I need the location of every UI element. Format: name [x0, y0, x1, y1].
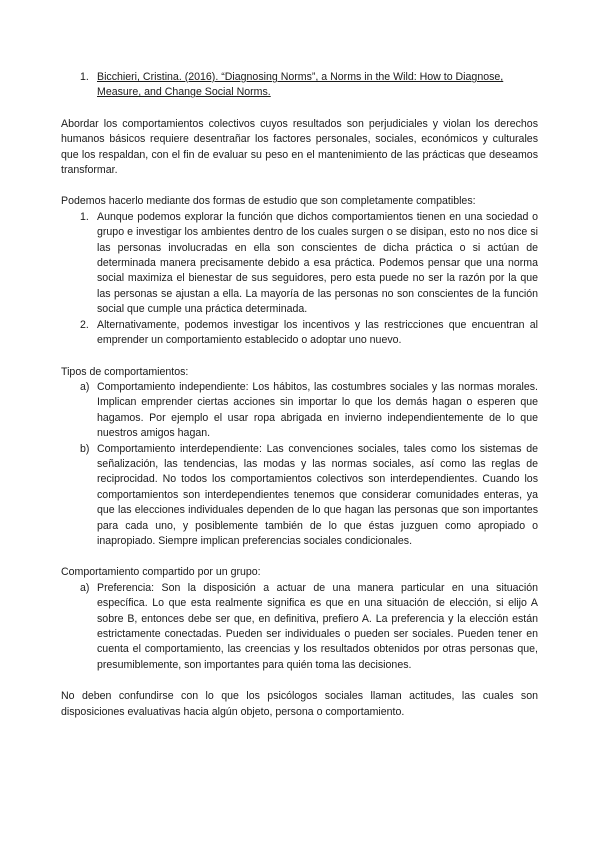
- list-item: [61, 380, 538, 442]
- reference-item: [61, 70, 538, 101]
- shared-list: [61, 581, 538, 673]
- document-page: [61, 70, 538, 720]
- list-item: [61, 442, 538, 550]
- reference-link[interactable]: Bicchieri, Cristina. (2016). “Diagnosing Norms”, a Norms in the Wild: How to Diagnose, Measure, and Change Social Norms.: [97, 71, 504, 99]
- shared-lead: Comportamiento compartido por un grupo:: [61, 566, 261, 579]
- list-marker: a): [80, 581, 90, 594]
- intro-paragraph: Abordar los comportamientos colectivos cuyos resultados son perjudiciales y violan los derechos humanos básicos requiere desentrañar los factores personales, sociales, económicos y culturales que los respaldan, con el fin de evaluar su peso en el mantenimiento de las prácticas que deseamos transformar.: [61, 117, 538, 177]
- types-section: [61, 365, 538, 550]
- closing-paragraph: No deben confundirse con lo que los psicólogos sociales llaman actitudes, las cuales son disposiciones evaluativas hacia algún objeto, persona o comportamiento.: [61, 690, 538, 718]
- list-item-text: Alternativamente, podemos investigar los incentivos y las restricciones que encuentran al emprender un comportamiento establecido o adoptar uno nuevo.: [97, 318, 538, 347]
- reference-number: 1.: [80, 71, 89, 83]
- list-marker: b): [80, 442, 90, 455]
- list-item: [61, 581, 538, 673]
- list-marker: 2.: [80, 318, 89, 331]
- study-lead: Podemos hacerlo mediante dos formas de estudio que son completamente compatibles:: [61, 195, 476, 208]
- study-section: [61, 194, 538, 348]
- list-item: [61, 210, 538, 318]
- shared-section: [61, 565, 538, 673]
- list-item-text: Preferencia: Son la disposición a actuar de una manera particular en una situación específica. Lo que esta realmente significa es que en una situación de elección, si elijo A sobre B, entonces debe ser que, en definitiva, prefiero A. La preferencia y la elección están estrictamente conectadas. Pueden ser individuales o pueden ser sociales. Pueden tener en cuenta el comportamiento, las creencias y los resultados obtenidos por otras personas que, presumiblemente, son importantes para quién toma las decisiones.: [97, 581, 538, 671]
- types-lead: Tipos de comportamientos:: [61, 365, 189, 378]
- list-item-text: Comportamiento independiente: Los hábitos, las costumbres sociales y las normas morales. Implican emprender ciertas acciones sin importar lo que los demás hagan o esperen que hagamos. Por ejemplo el usar ropa abrigada en invierno independientemente de lo que nuestros amigos hagan.: [97, 380, 538, 440]
- list-marker: a): [80, 380, 90, 393]
- study-list: [61, 210, 538, 349]
- list-item-text: Comportamiento interdependiente: Las convenciones sociales, tales como los sistemas de señalización, las tendencias, las modas y las normas sociales, así como las reglas de reciprocidad. No todos los comportamientos colectivos son interdependientes. Cuando los comportamientos son interdependientes tenemos que considerar comunidades enteras, ya que las elecciones individuales dependen de lo que hagan las personas que son importantes para cada uno, y posiblemente también de lo que éstas juzguen como apropiado o inapropiado. Siempre implican preferencias sociales condicionales.: [97, 442, 538, 547]
- list-marker: 1.: [80, 210, 89, 223]
- list-item: [61, 318, 538, 349]
- reference-list: [61, 70, 538, 101]
- types-list: [61, 380, 538, 549]
- list-item-text: Aunque podemos explorar la función que dichos comportamientos tienen en una sociedad o grupo e investigar los ambientes dentro de los cuales surgen o se disipan, esto no nos dice si las personas involucradas en ella son conscientes de dicha práctica o si actúan de determinada manera precisamente debido a esa práctica. Podemos pensar que una norma social maximiza el bienestar de sus seguidores, pero esta puede no ser la razón por la que las personas se ajustan a ella. La mayoría de las personas no son conscientes de la función social que cumple una práctica determinada.: [97, 210, 538, 316]
